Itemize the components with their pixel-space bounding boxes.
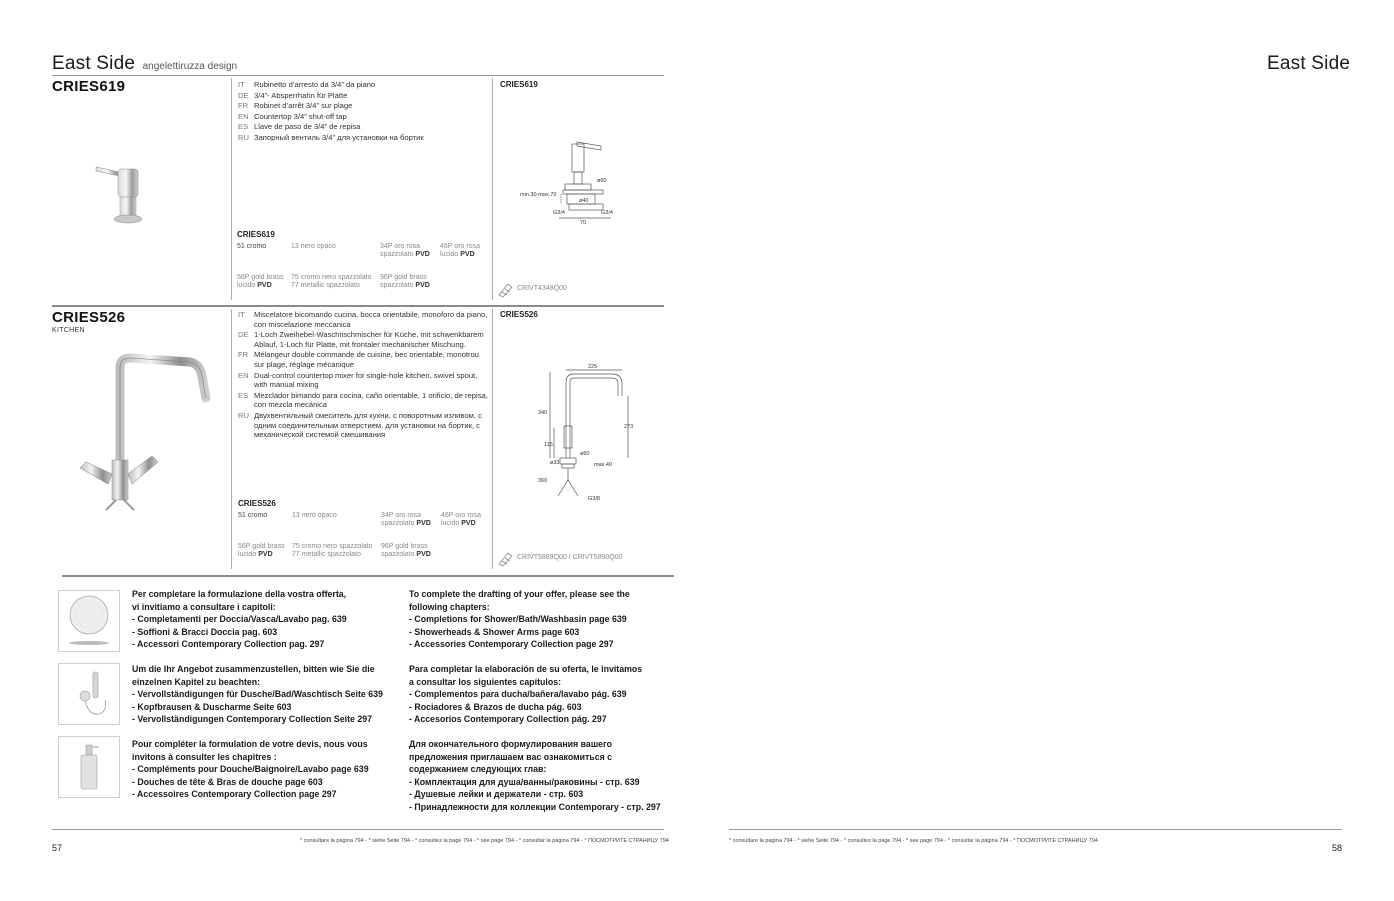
- kitchen-mixer-image: [72, 350, 222, 520]
- column-divider: [492, 309, 493, 569]
- svg-text:273: 273: [624, 424, 634, 430]
- cartridge-code-cries619: CRIVT4348Q00: [517, 285, 567, 292]
- chapters-es: Para completar la elaboración de su oferta, le invitamos a consultar los siguientes capítulos: - Complementos para ducha/bañera/lavabo pág. 639 - Rociadores & Brazos de ducha pág. 603 - Accesorios Contemporary Collection pág. 297: [409, 664, 643, 724]
- svg-text:225: 225: [588, 364, 598, 370]
- svg-text:ø60: ø60: [580, 451, 590, 457]
- finish-75-77: 75 cromo nero spazzolato 77 metallic spazzolato: [291, 274, 372, 289]
- chapters-divider: [62, 575, 674, 577]
- finish-34p: 34P oro rosa spazzolato PVD: [381, 512, 431, 527]
- column-divider: [492, 78, 493, 300]
- stop-valve-image: [90, 155, 160, 235]
- page-number-left: 57: [52, 843, 63, 853]
- finish-75-77: 75 cromo nero spazzolato 77 metallic spazzolato: [292, 543, 373, 558]
- product1-descriptions: IT Rubinetto d’arresto da 3/4” da piano DE 3/4”- Absperrhahn für Platte FR Robinet d’arrêt 3/4” sur plage EN Countertop 3/4” shut-off tap ES Llave de paso de 3/4” de repisa RU Запорный вентиль 3/4” для установки на бортик: [238, 80, 424, 142]
- finish-56p: 56P gold brass lucido PVD: [237, 274, 284, 289]
- product-divider: [52, 305, 664, 307]
- finish-46p: 46P oro rosa lucido PVD: [441, 512, 481, 527]
- svg-text:340: 340: [538, 410, 548, 416]
- svg-text:70: 70: [580, 220, 587, 226]
- svg-text:G3/8: G3/8: [588, 496, 600, 502]
- svg-text:115: 115: [544, 442, 553, 448]
- left-page-header: [52, 53, 237, 75]
- soap-dispenser-thumbnail: [58, 736, 120, 798]
- finish-13: 13 nero opaco: [292, 512, 337, 519]
- cartridge-icon: [496, 280, 516, 298]
- finish-34p: 34P oro rosa spazzolato PVD: [380, 243, 430, 258]
- drawing-code-cries619: CRIES619: [500, 80, 538, 89]
- drawing-code-cries526: CRIES526: [500, 310, 538, 319]
- designer-credit: angelettiruzza design: [142, 61, 238, 72]
- finish-46p: 46P oro rosa lucido PVD: [440, 243, 480, 258]
- page-number-right: 58: [1332, 843, 1343, 853]
- finish-51: 51 cromo: [238, 512, 268, 519]
- finish-code-cries619: CRIES619: [237, 230, 275, 239]
- header-divider: [52, 75, 664, 76]
- footnote-left: * consultare la pagina 794 - * siehe Seite 794 - * consultez la page 794 - * see page 794 - * consultar la página 794 - * ПОСМОТРИТЕ СТРАНИЦУ 794: [300, 838, 669, 844]
- chapters-de: Um die Ihr Angebot zusammenzustellen, bitten wie Sie die einzelnen Kapitel zu beachten: - Vervollständigungen für Dusche/Bad/Waschtisch Seite 639 - Kopfbrausen & Duscharme Seite 603 - Vervollständigungen Contemporary Collection Seite 297: [132, 664, 383, 724]
- finish-13: 13 nero opaco: [291, 243, 336, 250]
- svg-text:360: 360: [538, 478, 548, 484]
- svg-text:G3/4: G3/4: [553, 210, 565, 216]
- footnote-right: * consultare la pagina 794 - * siehe Seite 794 - * consultez la page 794 - * see page 794 - * consultar la página 794 - * ПОСМОТРИТЕ СТРАНИЦУ 794: [729, 838, 1098, 844]
- svg-text:max.40: max.40: [594, 462, 613, 468]
- product-category: KITCHEN: [52, 327, 85, 334]
- finish-51: 51 cromo: [237, 243, 267, 250]
- chapters-fr: Pour compléter la formulation de votre devis, nous vous invitons à consulter les chapitres : - Compléments pour Douche/Baignoire/Lavabo page 639 - Douches de tête & Bras de douche page 603 - Accessoires Contemporary Collection page 297: [132, 739, 369, 799]
- brand-title-left: East Side: [52, 53, 136, 74]
- showerhead-thumbnail: [58, 590, 120, 652]
- product2-descriptions: IT Miscelatore bicomando cucina, bocca orientabile, monoforo da piano, con miscelazione meccanica DE 1-Loch Zweihebel-Waschtischmischer für Küche, mit schwenkbarem Ablauf, 1-Loch für Platte, mit frontaler mechanischer Mischung. FR Mélangeur double commande de cuisine, bec orientable, monotrou sur plage, réglage mécanique EN Dual-control countertop mixer for single-hole kitchen, swivel spout, with manual mixing ES Mezclador bimando para cocina, caño orientable, 1 orificio, de repisa, con mezcla mecánica RU Двухвентильный смеситель для кухни, с поворотным изливом, с одним соединительным отверстием, для установки на бортик, с механической системой смешивания: [238, 310, 488, 440]
- chapters-en: To complete the drafting of your offer, please see the following chapters: - Completions for Shower/Bath/Washbasin page 639 - Showerheads & Shower Arms page 603 - Accessories Contemporary Collection page 297: [409, 589, 630, 649]
- finish-96p: 96P gold brass spazzolato PVD: [381, 543, 431, 558]
- technical-drawing-cries526: [530, 362, 640, 512]
- brand-title-right: East Side: [1267, 53, 1351, 74]
- footer-divider-right: [729, 829, 1342, 830]
- finish-56p: 56P gold brass lucido PVD: [238, 543, 285, 558]
- technical-drawing-cries619: [515, 138, 625, 226]
- column-divider: [231, 78, 232, 300]
- finish-96p: 96P gold brass spazzolato PVD: [380, 274, 430, 289]
- product-code-cries619: CRIES619: [52, 78, 126, 95]
- finish-code-cries526: CRIES526: [238, 499, 276, 508]
- column-divider: [231, 309, 232, 569]
- hand-shower-thumbnail: [58, 663, 120, 725]
- cartridge-icon: [496, 549, 516, 567]
- svg-text:G3/4: G3/4: [601, 210, 613, 216]
- product-code-cries526: CRIES526: [52, 309, 126, 326]
- footer-divider-left: [52, 829, 664, 830]
- chapters-it: Per completare la formulazione della vostra offerta, vi invitiamo a consultare i capitoli: - Completamenti per Doccia/Vasca/Lavabo pag. 639 - Soffioni & Bracci Doccia pag. 603 - Accessori Contemporary Collection pag. 297: [132, 589, 347, 649]
- chapters-ru: Для окончательного формулирования вашего предложения приглашаем вас ознакомиться с содержанием следующих глав: - Комплектация для душа/ванны/раковины - стр. 639 - Душевые лейки и держатели - стр. 603 - Принадлежности для коллекции Contemporary - стр. 297: [409, 739, 661, 812]
- svg-text:ø60: ø60: [597, 178, 607, 184]
- svg-text:ø40: ø40: [579, 198, 589, 204]
- svg-text:ø33: ø33: [550, 460, 560, 466]
- cartridge-code-cries526: CRIVT5889Q00 / CRIVT5890Q00: [517, 554, 623, 561]
- svg-text:min.30-max.70: min.30-max.70: [520, 192, 557, 198]
